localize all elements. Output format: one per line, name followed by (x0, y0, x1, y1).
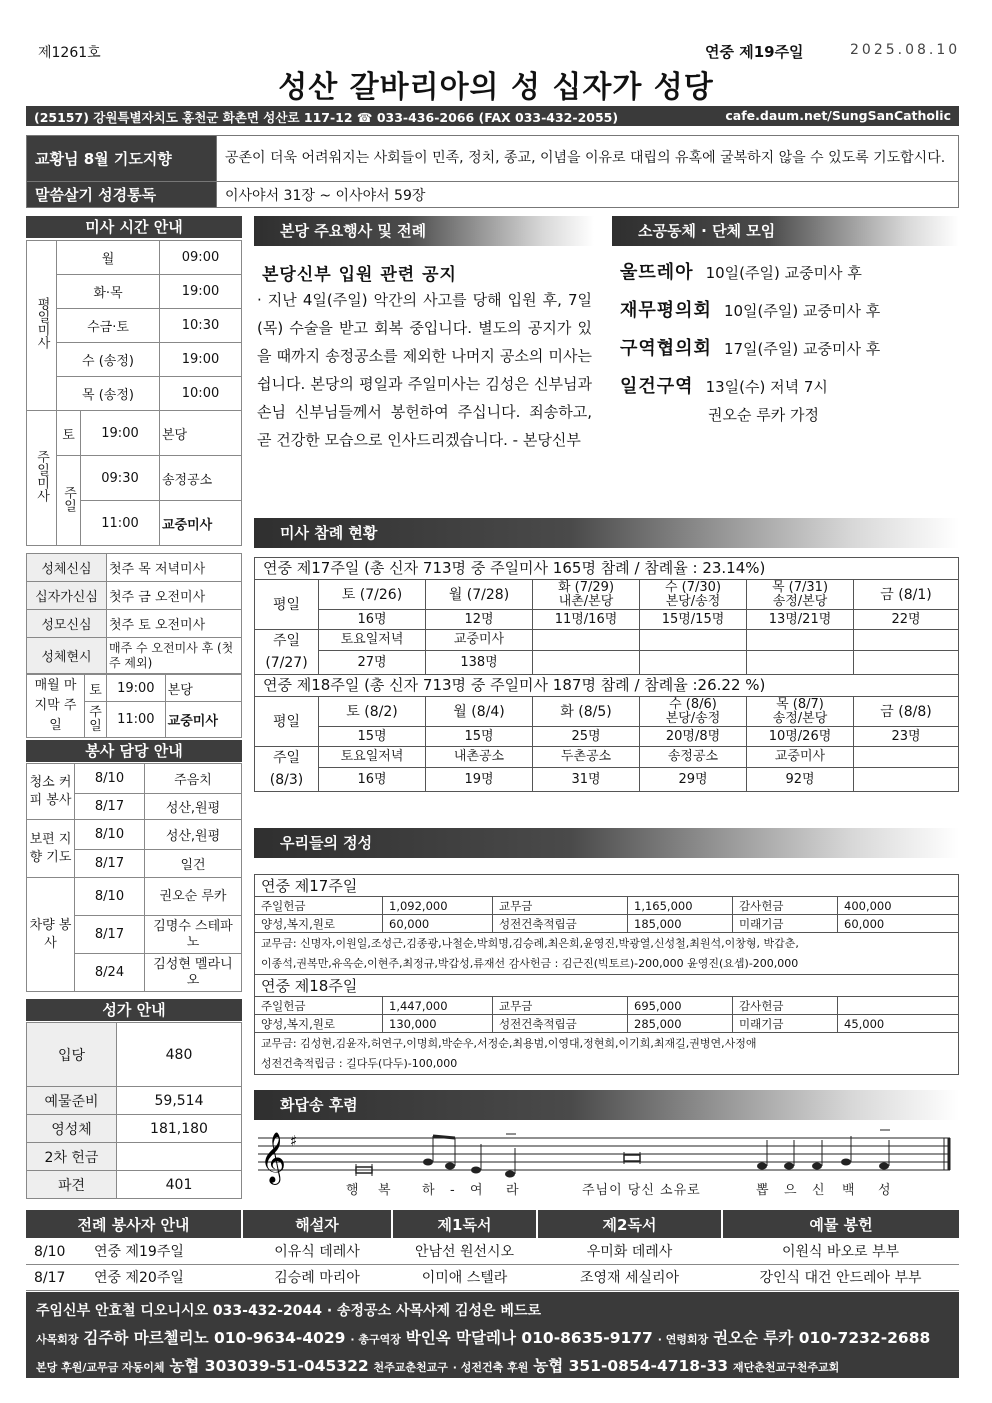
page-title: 성산 갈바리아의 성 십자가 성당 (278, 70, 714, 105)
hymn-label: 파견 (27, 1171, 117, 1199)
offering-label: 성전건축적립금 (493, 1015, 628, 1033)
group-detail: 17일(주일) 교중미사 후 (723, 340, 881, 358)
last-sat-day: 토 (85, 675, 107, 702)
week17-summary: 연중 제17주일 (총 신자 713명 중 주일미사 165명 참례 / 참례율 : 23.14%) (255, 558, 959, 580)
hymn-number: 480 (117, 1023, 242, 1087)
commentator: 김승례 마리아 (242, 1264, 392, 1290)
weekday-day: 수 (송정) (57, 343, 160, 377)
offering-value: 1,165,000 (628, 897, 733, 915)
group-item (620, 334, 960, 360)
offering-label: 미래기금 (733, 915, 838, 933)
att-day: 금 (8/1) (854, 580, 959, 610)
att-count: 15명 (426, 727, 533, 747)
prayer-intention-table (26, 135, 959, 208)
offering-heading: 우리들의 정성 (254, 828, 959, 858)
att-count: 23명 (854, 727, 959, 747)
group-detail: 13일(수) 저녁 7시 (705, 378, 828, 396)
att-day: 목 (8/7) 송정/본당 (747, 697, 854, 727)
service-who: 성산,원평 (145, 820, 242, 850)
eighth-note (812, 1163, 822, 1170)
offering-label: 교무금 (493, 897, 628, 915)
commentator: 이유식 데레사 (242, 1238, 392, 1264)
service-date: 8/10 (75, 820, 145, 850)
weekday-label: 평일 (255, 697, 319, 747)
att-count: 25명 (533, 727, 640, 747)
service-date: 8/17 (75, 916, 145, 954)
liturgy-header: 제2독서 (537, 1210, 722, 1238)
service-who: 일건 (145, 850, 242, 878)
liturgy-header: 해설자 (242, 1210, 392, 1238)
second-reader: 조영재 세실리아 (537, 1264, 722, 1290)
intention-text: 공존이 더욱 어려워지는 사회들이 민족, 정치, 종교, 이념을 이유로 대립의 유혹에 굴복하지 않을 수 있도록 기도합시다. (217, 136, 959, 182)
att-day: 토 (7/26) (319, 580, 426, 610)
prayer-label: 보편 지향 기도 (27, 820, 75, 878)
service-who: 주음치 (145, 764, 242, 794)
att-count: 92명 (747, 768, 854, 792)
sat-place: 본당 (160, 411, 242, 456)
weekday-day: 목 (송정) (57, 377, 160, 411)
offering-week-title: 연중 제18주일 (255, 975, 959, 997)
offering-value: 400,000 (838, 897, 959, 915)
sunday-label: 주일 (8/3) (255, 747, 319, 792)
att-count (533, 651, 640, 675)
att-count: 138명 (426, 651, 533, 675)
att-count (747, 651, 854, 675)
psalm-lyric: 뽑 (756, 1183, 770, 1198)
psalm-lyric: 백 (842, 1183, 856, 1198)
att-count: 15명/15명 (640, 610, 747, 630)
att-sun-name (533, 630, 640, 651)
weekday-time: 19:00 (160, 275, 242, 309)
att-day: 월 (8/4) (426, 697, 533, 727)
account-line: 본당 후원/교무금 자동이체 농협 303039-51-045322 천주교춘천교구 · 성전건축 후원 농협 351-0854-4718-33 재단춘천교구천주교회 (36, 1357, 840, 1375)
att-count (854, 768, 959, 792)
liturgy-date: 8/10 연중 제19주일 (26, 1238, 242, 1264)
issue-number: 제1261호 (38, 45, 101, 61)
group-name: 구역협의회 (620, 338, 712, 359)
devotion-when: 첫주 토 오전미사 (107, 610, 242, 638)
council-line: 사목회장 김주하 마르첼리노 010-9634-4029 · 총구역장 박인옥 막달레나 010-8635-9177 · 연령회장 권오순 루카 010-7232-2688 (36, 1329, 931, 1347)
weekday-time: 10:00 (160, 377, 242, 411)
attendance-heading: 미사 참례 현황 (254, 518, 959, 548)
att-count: 13명/21명 (747, 610, 854, 630)
offering-label: 교무금 (493, 997, 628, 1015)
hymn-table (26, 1022, 242, 1199)
offering-label: 감사헌금 (733, 897, 838, 915)
notice-text: · 지난 4일(주일) 악간의 사고를 당해 입원 후, 7일(목) 수술을 받고 회복 중입니다. 별도의 공지가 있을 때까지 송정공소를 제외한 나머지 공소의 미사는 쉽니다. 본당의 평일과 주일미사는 김성은 신부님과 손님 신부님들께서 봉헌하여 주십니다. 죄송하고, 곧 건강한 모습으로 인사드리겠습니다. - 본당신부 (257, 291, 592, 449)
offering-value: 185,000 (628, 915, 733, 933)
last-sun-time: 11:00 (107, 702, 166, 738)
att-day: 화 (8/5) (533, 697, 640, 727)
offering-donors: 교무금: 김성현,김윤자,허연구,이명희,박순우,서정순,최용범,이영대,정현희,이기희,최재길,권병연,사정애 성전건축적립금 : 길다두(다두)-100,000 (255, 1033, 959, 1075)
att-sun-name: 내촌공소 (426, 747, 533, 768)
eighth-note (423, 1159, 433, 1166)
devotion-when: 매주 수 오전미사 후 (첫 주 제외) (107, 638, 242, 674)
group-detail: 10일(주일) 교중미사 후 (705, 264, 862, 282)
hymn-label: 2차 헌금 (27, 1143, 117, 1171)
intention-label: 교황님 8월 기도지향 (27, 136, 217, 182)
events-heading: 본당 주요행사 및 전례 (254, 216, 594, 246)
offering-value: 695,000 (628, 997, 733, 1015)
att-count: 12명 (426, 610, 533, 630)
offering-value: 130,000 (383, 1015, 493, 1033)
offering-label: 감사헌금 (733, 997, 838, 1015)
liturgy-table (26, 1210, 959, 1291)
att-count: 11명/16명 (533, 610, 640, 630)
liturgy-header: 제1독서 (392, 1210, 537, 1238)
bible-text: 이사야서 31장 ~ 이사야서 59장 (217, 182, 959, 208)
att-day: 토 (8/2) (319, 697, 426, 727)
eighth-note (784, 1163, 794, 1170)
offering-label: 성전건축적립금 (493, 915, 628, 933)
devotion-when: 첫주 목 저녁미사 (107, 554, 242, 582)
last-sun-place: 교중미사 (165, 702, 241, 738)
devotion-name: 십자가신심 (27, 582, 107, 610)
service-date: 8/17 (75, 850, 145, 878)
mass-times-heading: 미사 시간 안내 (26, 216, 242, 238)
treble-clef-icon: 𝄞 (260, 1132, 287, 1183)
sun-place: 교중미사 (160, 501, 242, 546)
hymn-number: 401 (117, 1171, 242, 1199)
hymn-number: 181,180 (117, 1115, 242, 1143)
hymn-label: 예물준비 (27, 1087, 117, 1115)
weekday-day: 수금·토 (57, 309, 160, 343)
att-count (640, 651, 747, 675)
att-sun-name: 두촌공소 (533, 747, 640, 768)
week18-summary: 연중 제18주일 (총 신자 713명 중 주일미사 187명 참례 / 참례율 :26.22 %) (255, 675, 959, 697)
sun-place: 송정공소 (160, 456, 242, 501)
devotion-name: 성체현시 (27, 638, 107, 674)
att-sun-name (854, 747, 959, 768)
mass-times-table (26, 240, 242, 546)
weekday-day: 화·목 (57, 275, 160, 309)
weekday-time: 10:30 (160, 309, 242, 343)
att-count: 20명/8명 (640, 727, 747, 747)
sharp-icon: ♯ (290, 1132, 298, 1150)
attendance-table (254, 557, 959, 792)
sun-day-label: 주일 (57, 456, 81, 546)
psalm-lyric: 라 (506, 1183, 520, 1198)
offering-donors: 교무금: 신명자,이원일,조성근,김종광,나철순,박희명,김승례,최은희,윤영진,박광열,신성철,최원석,이창형, 박갑춘, 이종석,권복만,유옥순,이현주,최정규,박갑성,류재선 감사헌금 : 김근진(빅토르)-200,000 윤영진(요셉)-200,000 (255, 933, 959, 975)
psalm-lyric: 하 (422, 1183, 436, 1198)
offering-label: 양성,복지,원로 (255, 1015, 383, 1033)
offering-table (254, 874, 959, 1075)
quarter-note (879, 1163, 889, 1170)
psalm-lyric: 여 (470, 1183, 484, 1198)
psalm-lyric: 행 (346, 1183, 360, 1198)
quarter-note (471, 1167, 481, 1174)
group-detail: 10일(주일) 교중미사 후 (723, 302, 881, 320)
sat-time: 19:00 (81, 411, 160, 456)
att-day: 수 (7/30) 본당/송정 (640, 580, 747, 610)
sunday-mass-label: 주일미사 (27, 411, 57, 546)
hymn-number: 59,514 (117, 1087, 242, 1115)
group-item (620, 296, 960, 322)
weekday-time: 09:00 (160, 241, 242, 275)
att-day: 목 (7/31) 송정/본당 (747, 580, 854, 610)
att-sun-name: 토요일저녁 (319, 630, 426, 651)
att-day: 월 (7/28) (426, 580, 533, 610)
att-count: 15명 (319, 727, 426, 747)
liturgy-header: 예물 봉헌 (722, 1210, 959, 1238)
weekday-mass-label: 평일미사 (27, 241, 57, 411)
att-sun-name: 교중미사 (426, 630, 533, 651)
att-sun-name: 송정공소 (640, 747, 747, 768)
offering-label: 주일헌금 (255, 897, 383, 915)
group-extra: 권오순 루카 가정 (708, 406, 819, 424)
service-date: 8/10 (75, 878, 145, 916)
psalm-lyric: 복 (378, 1183, 392, 1198)
devotion-table (26, 553, 242, 674)
notice-title: 본당신부 입원 관련 공지 (262, 265, 457, 285)
offering-week-title: 연중 제17주일 (255, 875, 959, 897)
offering-value: 45,000 (838, 1015, 959, 1033)
groups-heading: 소공동체 · 단체 모임 (612, 216, 959, 246)
offering-value: 285,000 (628, 1015, 733, 1033)
pastor-line: 주임신부 안효철 디오니시오 033-432-2044 · 송정공소 사목사제 김성은 베드로 (36, 1303, 541, 1319)
service-who: 김성현 멜라니오 (145, 954, 242, 992)
eighth-note (757, 1163, 767, 1170)
group-name: 재무평의회 (620, 300, 712, 321)
psalm-lyric: - (450, 1183, 456, 1198)
att-sun-name (640, 630, 747, 651)
psalm-heading: 화답송 후렴 (254, 1090, 959, 1120)
issue-date: 2025.08.10 (850, 42, 961, 58)
sat-day: 토 (57, 411, 81, 456)
psalm-score (254, 1124, 959, 1204)
liturgical-sunday: 연중 제19주일 (705, 43, 804, 61)
weekday-label: 평일 (255, 580, 319, 630)
last-sat-time: 19:00 (107, 675, 166, 702)
offering-value: 60,000 (838, 915, 959, 933)
offering-value (838, 997, 959, 1015)
last-sunday-label: 매월 마지막 주일 (27, 675, 85, 738)
service-date: 8/17 (75, 794, 145, 820)
liturgy-header: 전례 봉사자 안내 (26, 1210, 242, 1238)
contact-footer (26, 1292, 959, 1378)
sun-time: 09:30 (81, 456, 160, 501)
service-date: 8/24 (75, 954, 145, 992)
first-reader: 이미애 스텔라 (392, 1264, 537, 1290)
psalm-lyric: 으 (784, 1183, 798, 1198)
weekday-day: 월 (57, 241, 160, 275)
att-count: 16명 (319, 768, 426, 792)
group-name: 일건구역 (620, 376, 694, 397)
service-who: 김명수 스테파노 (145, 916, 242, 954)
psalm-lyric: 성 (878, 1183, 892, 1198)
service-heading: 봉사 담당 안내 (26, 740, 242, 762)
eighth-note (433, 1136, 455, 1138)
offering-value: 60,000 (383, 915, 493, 933)
bible-label: 말씀살기 성경통독 (27, 182, 217, 208)
last-sunday-table (26, 674, 242, 738)
address-bar (26, 106, 959, 126)
last-sat-place: 본당 (165, 675, 241, 702)
att-count (854, 651, 959, 675)
service-date: 8/10 (75, 764, 145, 794)
group-item (620, 258, 960, 284)
att-sun-name (854, 630, 959, 651)
att-count: 16명 (319, 610, 426, 630)
service-who: 권오순 루카 (145, 878, 242, 916)
att-day: 금 (8/8) (854, 697, 959, 727)
att-count: 27명 (319, 651, 426, 675)
liturgy-date: 8/17 연중 제20주일 (26, 1264, 242, 1290)
offering-label: 주일헌금 (255, 997, 383, 1015)
att-sun-name: 토요일저녁 (319, 747, 426, 768)
devotion-name: 성모신심 (27, 610, 107, 638)
group-item (620, 372, 960, 398)
church-address: (25157) 강원특별자치도 홍천군 화촌면 성산로 117-12 ☎ 033-436-2066 (FAX 033-432-2055) (34, 110, 619, 125)
coffee-label: 청소 커피 봉사 (27, 764, 75, 820)
att-count: 31명 (533, 768, 640, 792)
att-sun-name: 교중미사 (747, 747, 854, 768)
sun-time: 11:00 (81, 501, 160, 546)
quarter-note (841, 1159, 851, 1166)
psalm-lyric: 신 (812, 1183, 826, 1198)
offering-value: 1,092,000 (383, 897, 493, 915)
eighth-note (445, 1163, 455, 1170)
att-day: 화 (7/29) 내촌/본당 (533, 580, 640, 610)
att-count: 22명 (854, 610, 959, 630)
psalm-lyric: 주님이 당신 소유로 (582, 1183, 701, 1198)
second-reader: 우미화 데레사 (537, 1238, 722, 1264)
website-link[interactable]: cafe.daum.net/SungSanCatholic (725, 108, 951, 123)
last-sun-day: 주일 (85, 702, 107, 738)
car-label: 차량 봉사 (27, 878, 75, 992)
hymn-number (117, 1143, 242, 1171)
gift-bearer: 강인식 대건 안드레아 부부 (722, 1264, 959, 1290)
first-reader: 안남선 원선시오 (392, 1238, 537, 1264)
offering-label: 미래기금 (733, 1015, 838, 1033)
group-name: 울뜨레아 (620, 262, 694, 283)
service-table (26, 763, 242, 992)
offering-label: 양성,복지,원로 (255, 915, 383, 933)
hymn-label: 영성체 (27, 1115, 117, 1143)
att-sun-name (747, 630, 854, 651)
att-count: 29명 (640, 768, 747, 792)
service-who: 성산,원평 (145, 794, 242, 820)
att-day: 수 (8/6) 본당/송정 (640, 697, 747, 727)
sunday-label: 주일 (7/27) (255, 630, 319, 675)
weekday-time: 19:00 (160, 343, 242, 377)
att-count: 19명 (426, 768, 533, 792)
att-count: 10명/26명 (747, 727, 854, 747)
devotion-when: 첫주 금 오전미사 (107, 582, 242, 610)
breve-note (624, 1155, 640, 1161)
offering-value: 1,447,000 (383, 997, 493, 1015)
quarter-note (505, 1171, 515, 1178)
hymn-heading: 성가 안내 (26, 999, 242, 1021)
devotion-name: 성체신심 (27, 554, 107, 582)
hymn-label: 입당 (27, 1023, 117, 1087)
groups-list (620, 258, 960, 425)
gift-bearer: 이원식 바오로 부부 (722, 1238, 959, 1264)
